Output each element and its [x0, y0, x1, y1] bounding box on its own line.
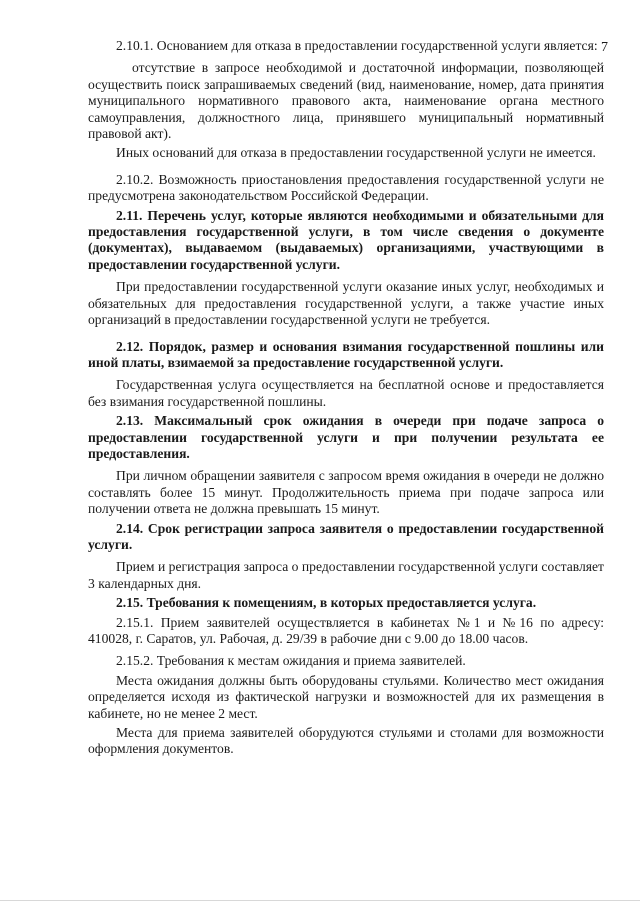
- paragraph-absence-of-info: отсутствие в запросе необходимой и достаточной информации, позволяющей осуществить поиск запрашиваемых сведений (вид, наименование, номер, дата принятия муниципального нормативного правового акта, наименование органа местного самоуправления, должностного лица, принявшего муниципальный нормативный правовой акт).: [88, 60, 604, 142]
- paragraph-reception-places: Места для приема заявителей оборудуются стульями и столами для возможности оформления документов.: [88, 725, 604, 757]
- paragraph-2-10-2: 2.10.2. Возможность приостановления предоставления государственной услуги не предусмотрена законодательством Российской Федерации.: [88, 171, 604, 204]
- paragraph-2-12-body: Государственная услуга осуществляется на бесплатной основе и предоставляется без взимания государственной пошлины.: [88, 377, 604, 409]
- heading-2-11: 2.11. Перечень услуг, которые являются необходимыми и обязательными для предоставления государственной услуги, в том числе сведения о документе (документах), выдаваемом (выдаваемых) организациями, участвующими в предоставлении государственной услуги.: [88, 207, 604, 272]
- paragraph-waiting-places: Места ожидания должны быть оборудованы стульями. Количество мест ожидания определяется исходя из фактической нагрузки и возможностей для их размещения в кабинете, но не менее 2 мест.: [88, 672, 604, 721]
- paragraph-2-15-2: 2.15.2. Требования к местам ожидания и приема заявителей.: [116, 653, 466, 669]
- paragraph-no-other-grounds: Иных оснований для отказа в предоставлении государственной услуги не имеется.: [116, 145, 596, 161]
- paragraph-2-15-1: 2.15.1. Прием заявителей осуществляется в кабинетах №1 и №16 по адресу: 410028, г. Саратов, ул. Рабочая, д. 29/39 в рабочие дни с 9.00 до 18.00 часов.: [88, 614, 604, 646]
- heading-2-13: 2.13. Максимальный срок ожидания в очереди при подаче запроса о предоставлении государственной услуги и при получении результата ее предоставления.: [88, 413, 604, 461]
- heading-2-14: 2.14. Срок регистрации запроса заявителя о предоставлении государственной услуги.: [88, 520, 604, 552]
- paragraph-2-14-body: Прием и регистрация запроса о предоставлении государственной услуги составляет 3 календарных дня.: [88, 559, 604, 591]
- page-bottom-edge: [0, 900, 640, 901]
- heading-2-12: 2.12. Порядок, размер и основания взимания государственной пошлины или иной платы, взимаемой за предоставление государственной услуги.: [88, 338, 604, 370]
- paragraph-2-13-body: При личном обращении заявителя с запросом время ожидания в очереди не должно составлять более 15 минут. Продолжительность приема при подаче запроса или получении ответа не должна превышать 15 минут.: [88, 468, 604, 517]
- page-number: 7: [601, 40, 608, 55]
- paragraph-2-10-1-intro: 2.10.1. Основанием для отказа в предоставлении государственной услуги является:: [116, 38, 598, 53]
- heading-2-15: 2.15. Требования к помещениям, в которых предоставляется услуга.: [116, 595, 537, 611]
- paragraph-2-11-body: При предоставлении государственной услуги оказание иных услуг, необходимых и обязательных для предоставления государственной услуги, а также участие иных организаций в предоставлении государственной услуги не требуется.: [88, 279, 604, 328]
